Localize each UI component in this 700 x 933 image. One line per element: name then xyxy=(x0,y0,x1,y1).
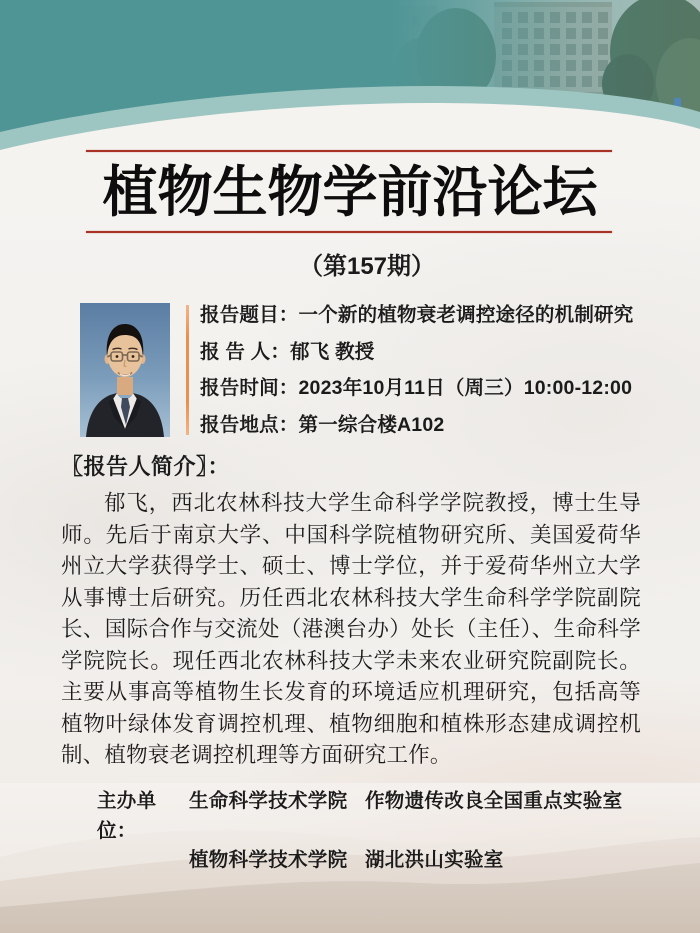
issue-number: （第157期） xyxy=(298,253,436,280)
organizers-label: 主办单位： xyxy=(97,790,157,842)
organizer-college-2: 植物科学技术学院 xyxy=(189,849,348,871)
info-row-speaker xyxy=(200,341,640,363)
info-row-time xyxy=(200,377,640,399)
location-value: 第一综合楼A102 xyxy=(298,413,445,436)
speaker-bio-section xyxy=(61,452,641,772)
info-row-topic xyxy=(200,304,640,326)
seminar-info-section xyxy=(80,303,640,437)
organizers-section xyxy=(97,787,622,876)
orange-divider xyxy=(186,305,189,435)
organizer-lab-1: 作物遗传改良全国重点实验室 xyxy=(365,790,623,812)
speaker-photo-illustration xyxy=(80,303,170,437)
time-label: 报告时间： xyxy=(200,377,299,400)
organizer-college-1: 生命科学技术学院 xyxy=(189,790,348,812)
time-value: 2023年10月11日（周三）10:00-12:00 xyxy=(298,377,633,400)
title-rule-bottom xyxy=(86,231,612,233)
bio-heading: 〖报告人简介〗： xyxy=(61,454,231,479)
organizer-lab-2: 湖北洪山实验室 xyxy=(365,849,504,871)
poster-title: 植物生物学前沿论坛 xyxy=(102,161,598,223)
info-row-location xyxy=(200,414,640,436)
topic-value: 一个新的植物衰老调控途径的机制研究 xyxy=(298,304,634,326)
speaker-value: 郁飞 教授 xyxy=(290,340,375,363)
speaker-label: 报 告 人： xyxy=(200,340,291,363)
header-wave-decoration xyxy=(0,0,700,170)
info-rows xyxy=(200,303,640,437)
title-rule-top xyxy=(86,150,612,152)
header-banner xyxy=(0,0,700,170)
topic-label: 报告题目： xyxy=(200,304,299,326)
speaker-portrait-photo xyxy=(80,303,170,437)
organizers-label-spacer xyxy=(97,846,189,876)
location-label: 报告地点： xyxy=(200,413,299,436)
bio-paragraph: 郁飞，西北农林科技大学生命科学学院教授，博士生导师。先后于南京大学、中国科学院植物研究所、美国爱荷华州立大学获得学士、硕士、博士学位，并于爱荷华州立大学从事博士后研究。历任西北农林科技大学生命科学学院副院长、国际合作与交流处（港澳台办）处长（主任）、生命科学学院院长。现任西北农林科技大学未来农业研究院副院长。主要从事高等植物生长发育的环境适应机理研究，包括高等植物叶绿体发育调控机理、植物细胞和植株形态建成调控机制、植物衰老调控机理等方面研究工作。 xyxy=(61,491,641,767)
